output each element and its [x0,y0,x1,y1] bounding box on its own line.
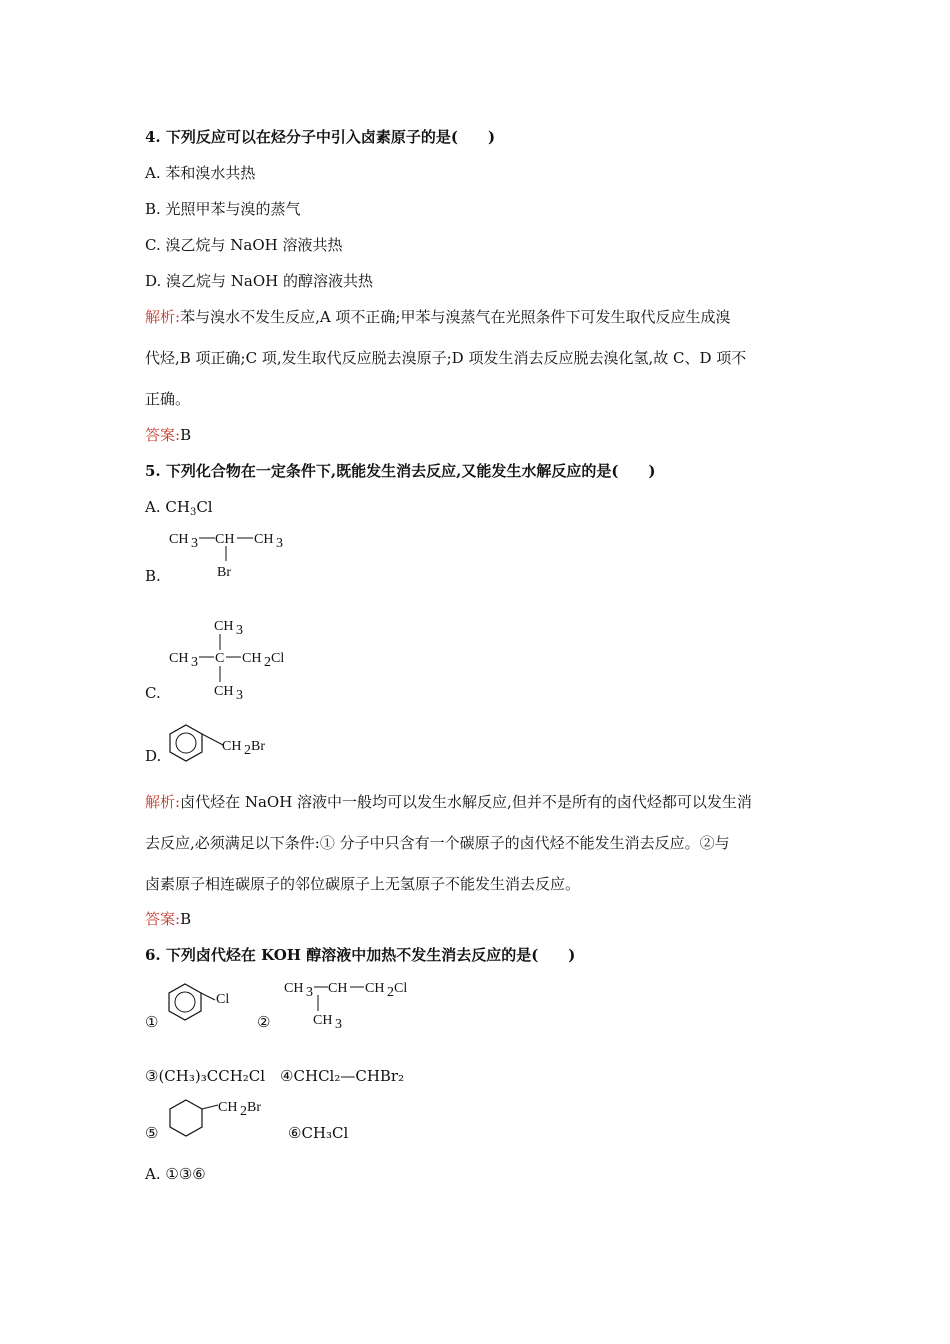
q5-analysis-line-1 [145,792,752,812]
atom-ch2: CH [365,981,385,996]
q4-option-b: B. 光照甲苯与溴的蒸气 [145,200,301,218]
formula-part: Cl [196,498,213,516]
q5-option-d-structure [163,720,283,770]
aromatic-circle [176,733,196,753]
q4-stem: 4. 下列反应可以在烃分子中引入卤素原子的是( ) [145,128,496,146]
analysis-label: 解析: [145,308,181,326]
subscript: 3 [236,623,243,638]
q5-option-c-label: C. [145,684,161,702]
bond [202,734,223,745]
atom-ch3: CH [313,1013,333,1028]
analysis-text: 苯与溴水不发生反应,A 项不正确;甲苯与溴蒸气在光照条件下可发生取代反应生成溴 [180,308,731,326]
subscript: 2 [387,985,394,1000]
q4-analysis-line-3: 正确。 [145,390,191,408]
atom-ch3: CH [169,532,189,547]
bond [202,1105,218,1109]
atom-br: Br [247,1100,261,1115]
q6-items-3-4: ③(CH₃)₃CCH₂Cl ④CHCl₂—CHBr₂ [145,1067,405,1085]
atom-ch2: CH [222,739,242,754]
answer-label: 答案: [145,426,181,444]
answer-label: 答案: [145,910,181,928]
q4-option-c: C. 溴乙烷与 NaOH 溶液共热 [145,236,343,254]
atom-c: C [215,651,225,666]
subscript: 2 [240,1104,247,1119]
atom-cl: Cl [394,981,408,996]
atom-ch2: CH [242,651,262,666]
q6-item-1-label: ① [145,1013,159,1031]
option-letter: A. [145,498,166,516]
answer-value: B [180,426,192,444]
q6-item-5-structure [163,1095,273,1145]
subscript: 3 [236,688,243,703]
benzene-ring [169,984,201,1020]
atom-ch3: CH [284,981,304,996]
atom-cl: Cl [216,992,230,1007]
analysis-text: 卤代烃在 NaOH 溶液中一般均可以发生水解反应,但并不是所有的卤代烃都可以发生消 [180,793,752,811]
atom-ch2: CH [218,1100,238,1115]
q4-analysis-line-2: 代烃,B 项正确;C 项,发生取代反应脱去溴原子;D 项发生消去反应脱去溴化氢,故 C、D 项不 [145,349,747,367]
atom-cl: Cl [271,651,285,666]
q5-analysis-line-2: 去反应,必须满足以下条件:① 分子中只含有一个碳原子的卤代烃不能发生消去反应。②与 [145,834,730,852]
atom-br: Br [217,565,231,580]
aromatic-circle [175,992,195,1012]
q5-option-b-structure [165,525,305,585]
atom-ch3: CH [214,684,234,699]
atom-ch: CH [328,981,348,996]
q4-analysis-line-1 [145,307,731,327]
q5-analysis-line-3: 卤素原子相连碳原子的邻位碳原子上无氢原子不能发生消去反应。 [145,875,581,893]
subscript: 3 [191,655,198,670]
q5-option-c-structure [165,612,315,704]
q6-stem: 6. 下列卤代烃在 KOH 醇溶液中加热不发生消去反应的是( ) [145,946,576,964]
atom-ch3: CH [169,651,189,666]
subscript: 2 [264,655,271,670]
formula-subscript: 3 [189,507,197,518]
subscript: 3 [191,536,198,551]
q5-option-d-label: D. [145,747,162,765]
atom-ch3: CH [254,532,274,547]
q5-option-a [145,497,213,517]
q6-item-2-structure [280,975,420,1035]
q6-item-1-structure [160,980,240,1030]
q4-answer [145,425,191,445]
atom-ch: CH [215,532,235,547]
atom-ch3: CH [214,619,234,634]
analysis-label: 解析: [145,793,181,811]
q6-item-2-label: ② [257,1013,271,1031]
benzene-ring [170,725,202,761]
q5-answer [145,909,191,929]
q4-option-d: D. 溴乙烷与 NaOH 的醇溶液共热 [145,272,374,290]
subscript: 3 [335,1017,342,1032]
q4-option-a: A. 苯和溴水共热 [145,164,256,182]
subscript: 3 [306,985,313,1000]
q5-stem: 5. 下列化合物在一定条件下,既能发生消去反应,又能发生水解反应的是( ) [145,462,656,480]
subscript: 2 [244,743,251,758]
cyclohexane-ring [170,1100,202,1136]
formula-part: CH [165,498,190,516]
q5-option-b-label: B. [145,567,161,585]
bond [201,993,215,1000]
q6-option-a: A. ①③⑥ [145,1165,206,1183]
subscript: 3 [276,536,283,551]
q6-item-6: ⑥CH₃Cl [288,1124,349,1142]
atom-br: Br [251,739,265,754]
q6-item-5-label: ⑤ [145,1124,159,1142]
answer-value: B [180,910,192,928]
